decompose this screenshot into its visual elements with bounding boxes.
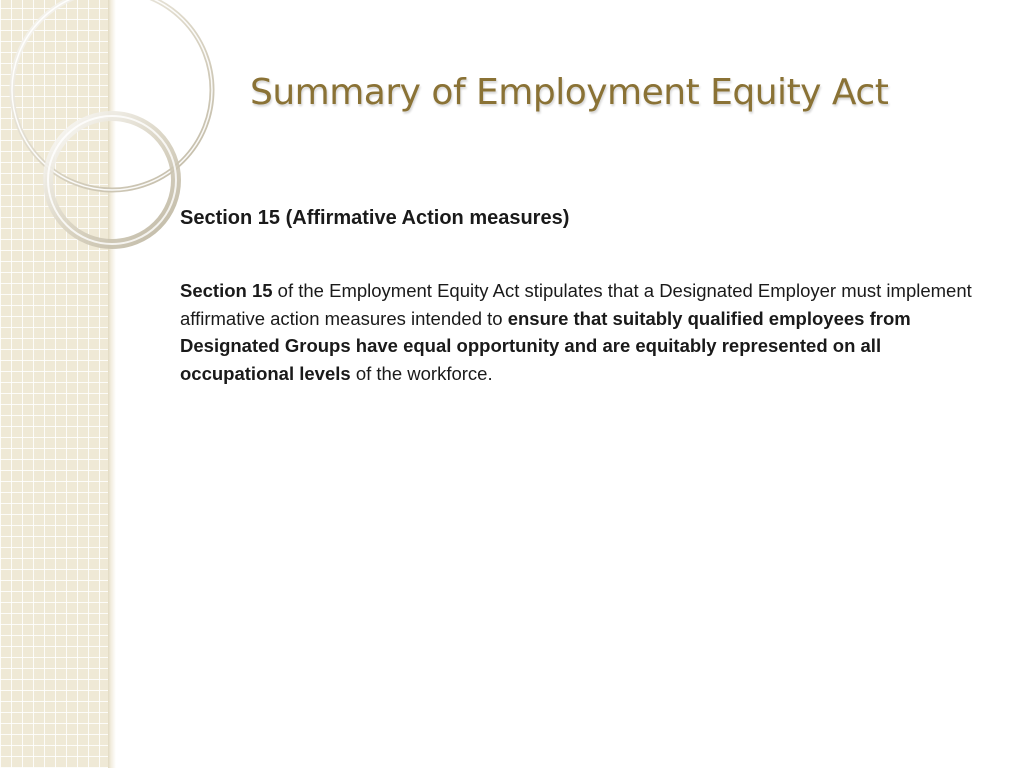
section-paragraph [180, 277, 980, 387]
section-heading: Section 15 (Affirmative Action measures) [180, 207, 570, 229]
paragraph-text-2: of the workforce. [350, 362, 493, 384]
slide-title: Summary of Employment Equity Act [250, 72, 889, 113]
paragraph-text-1: of the Employment Equity Act stipulates that a Designated Employer must implement affirmative action measures intended to [180, 280, 972, 329]
paragraph-lead-bold: Section 15 [180, 280, 273, 301]
slide-content [180, 203, 980, 387]
ring-ornament-icon [0, 0, 150, 260]
paragraph-emphasis-bold: ensure that suitably qualified employees from Designated Groups have equal opportunity and are equitably represented on all occupational levels [180, 307, 911, 384]
